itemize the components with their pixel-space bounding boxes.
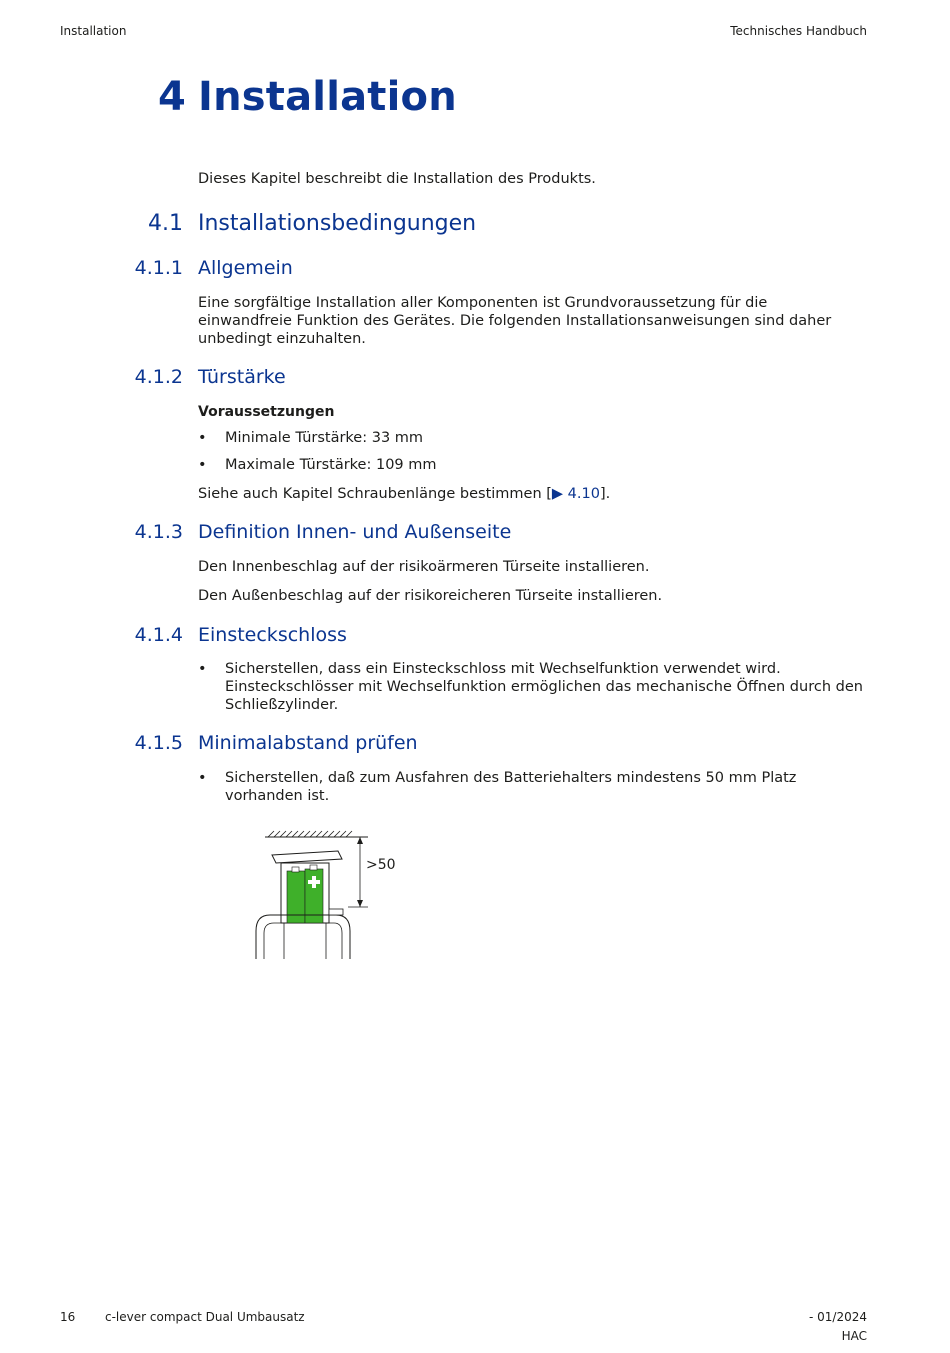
- see-also-paragraph: [198, 485, 863, 503]
- section-number: 4.1: [148, 211, 183, 236]
- subsection-number: 4.1.2: [134, 366, 183, 388]
- list-item-text: Minimale Türstärke: 33 mm: [225, 430, 424, 446]
- header-left: Installation: [60, 24, 127, 38]
- subsection-number: 4.1.1: [134, 257, 183, 279]
- bullet: •: [198, 770, 207, 786]
- subsection-number: 4.1.3: [134, 521, 183, 543]
- subsection-title: Definition Innen- und Außenseite: [198, 521, 512, 543]
- dimension-label: >50: [366, 857, 396, 873]
- bullet: •: [198, 457, 207, 473]
- footer-product: c-lever compact Dual Umbausatz: [105, 1310, 305, 1324]
- subsection-title: Minimalabstand prüfen: [198, 732, 418, 754]
- chapter-link[interactable]: ▶ 4.10: [551, 486, 600, 502]
- subsection-number: 4.1.5: [134, 732, 183, 754]
- requirements-label: Voraussetzungen: [198, 404, 335, 420]
- footer-page-number: 16: [60, 1310, 76, 1324]
- chapter-intro: Dieses Kapitel beschreibt die Installation des Produkts.: [198, 171, 596, 187]
- bullet: •: [198, 430, 207, 446]
- paragraph-aussen: Den Außenbeschlag auf der risikoreicheren Türseite installieren.: [198, 588, 663, 604]
- subsection-title: Türstärke: [198, 366, 286, 388]
- subsection-title: Einsteckschloss: [198, 624, 347, 646]
- footer-code: HAC: [841, 1329, 867, 1343]
- footer-date: - 01/2024: [809, 1310, 867, 1324]
- see-also-suffix: ].: [599, 486, 611, 502]
- paragraph-allgemein: Eine sorgfältige Installation aller Komponenten ist Grundvoraussetzung für die einwandfreie Funktion des Gerätes. Die folgenden Installationsanweisungen sind daher unbedingt einzuhalten.: [198, 295, 832, 347]
- list-item-text: Sicherstellen, daß zum Ausfahren des Batteriehalters mindestens 50 mm Platz vorhanden ist.: [225, 770, 797, 804]
- header-right: Technisches Handbuch: [730, 24, 867, 38]
- subsection-title: Allgemein: [198, 257, 293, 279]
- see-also-prefix: Siehe auch Kapitel Schraubenlänge bestimmen [: [198, 486, 552, 502]
- bullet: •: [198, 661, 207, 677]
- battery-holder-figure: [250, 825, 410, 965]
- section-title: Installationsbedingungen: [198, 211, 477, 236]
- list-item-text: Maximale Türstärke: 109 mm: [225, 457, 437, 473]
- chapter-number: 4: [158, 74, 187, 120]
- chapter-title-text: Installation: [198, 74, 457, 120]
- subsection-number: 4.1.4: [134, 624, 183, 646]
- chapter-title: [158, 74, 457, 120]
- list-item-text: Sicherstellen, dass ein Einsteckschloss mit Wechselfunktion verwendet wird. Einsteckschlösser mit Wechselfunktion ermöglichen das mechanische Öffnen durch den Schließzylinder.: [225, 661, 863, 713]
- paragraph-innen: Den Innenbeschlag auf der risikoärmeren Türseite installieren.: [198, 559, 650, 575]
